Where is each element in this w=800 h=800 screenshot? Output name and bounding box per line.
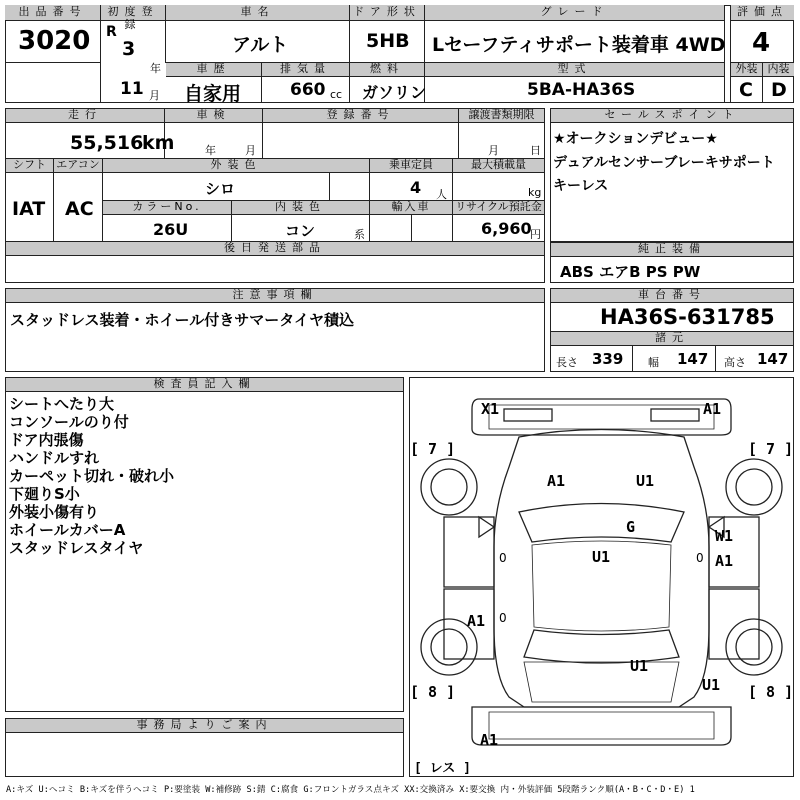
sales-line-2: デュアルセンサーブレーキサポート	[553, 155, 775, 171]
deadline-day-unit: 日	[530, 144, 541, 157]
later-parts-header: 後日発送部品	[6, 242, 544, 256]
mark-x1: X1	[481, 400, 500, 418]
score: 4	[752, 28, 771, 58]
mark-w1-right: W1	[715, 527, 734, 545]
mark-g-windshield: G	[626, 518, 636, 536]
ext-grade: C	[739, 79, 753, 101]
office-header: 事務局よりご案内	[6, 719, 403, 733]
notes-value: スタッドレス装着・ホイール付きサマータイヤ積込	[10, 311, 354, 329]
chassis-number: HA36S-631785	[600, 305, 775, 329]
bracket-rear-right: [ 8 ]	[748, 683, 794, 701]
equipment-header: 純正装備	[551, 243, 793, 257]
inspector-header: 検査員記入欄	[6, 378, 403, 392]
door-type: 5HB	[366, 30, 410, 52]
displacement-header: 排気量	[262, 63, 349, 77]
mileage: 55,516	[70, 132, 144, 154]
load-unit: kg	[528, 186, 542, 199]
interior-color: コン	[285, 222, 316, 240]
color: シロ	[205, 180, 236, 198]
shift-header: シフト	[6, 159, 53, 173]
import-header: 輸入車	[370, 201, 452, 215]
year-unit: 年	[150, 62, 161, 75]
inspector-line: 外装小傷有り	[9, 503, 100, 521]
mark-zero-right: 0	[696, 551, 704, 565]
displacement: 660	[290, 80, 326, 100]
recycle-unit: 円	[530, 228, 541, 241]
mileage-header: 走行	[6, 109, 164, 123]
equipment-value: ABS エアB PS PW	[560, 263, 701, 281]
bracket-front-left: [ 7 ]	[410, 440, 456, 458]
mark-u1-rear-right: U1	[702, 676, 721, 694]
lot-no-header: 出品番号	[5, 5, 100, 21]
color-header: 外装色	[103, 159, 369, 173]
inspector-notes	[9, 395, 174, 557]
inspection-header: 車検	[165, 109, 262, 123]
reg-month: 11	[120, 79, 144, 99]
mark-u1-rear: U1	[630, 657, 649, 675]
length: 339	[592, 350, 624, 368]
recycle-fee: 6,960	[481, 219, 532, 238]
deadline-header: 譲渡書類期限	[459, 109, 544, 123]
ext-header: 外装	[731, 63, 762, 77]
bracket-les: [ レス ]	[414, 761, 471, 776]
int-header: 内装	[763, 63, 794, 77]
sales-point-header: セールスポイント	[551, 109, 793, 123]
spec-header: 諸元	[551, 332, 793, 346]
first-reg-header: 初度登録	[101, 5, 165, 21]
inspector-line: カーペット切れ・破れ小	[9, 467, 175, 485]
mark-u1-hood: U1	[636, 472, 655, 490]
load-header: 最大積載量	[453, 159, 544, 173]
door-header: ドア形状	[350, 5, 424, 21]
mileage-unit: km	[142, 132, 175, 154]
inspector-line: スタッドレスタイヤ	[9, 539, 144, 557]
grade: Lセーフティサポート装着車 4WD	[432, 34, 726, 56]
mark-zero-left: 0	[499, 551, 507, 565]
mark-a1-front-right: A1	[703, 400, 722, 418]
model-header: 型式	[425, 63, 724, 77]
history-header: 車歴	[166, 63, 261, 77]
era: R	[106, 24, 117, 40]
ac-header: エアコン	[54, 159, 102, 173]
inspector-line: シートへたり大	[9, 395, 115, 413]
mark-a1-left-rear: A1	[467, 612, 486, 630]
width: 147	[677, 350, 709, 368]
grade-header: グレード	[425, 5, 724, 21]
capacity-header: 乗車定員	[370, 159, 452, 173]
inspector-line: ホイールカバーA	[9, 521, 126, 539]
fuel-header: 燃料	[350, 63, 424, 77]
car-name: アルト	[232, 34, 289, 56]
insp-month-unit: 月	[245, 144, 256, 157]
fuel: ガソリン	[362, 83, 427, 102]
inspector-line: 下廻りS小	[9, 485, 80, 503]
deadline-month-unit: 月	[488, 144, 499, 157]
mark-a1-hood: A1	[547, 472, 566, 490]
length-label: 長さ	[556, 356, 578, 369]
history: 自家用	[184, 83, 242, 105]
capacity-unit: 人	[436, 188, 447, 201]
width-label: 幅	[648, 356, 659, 369]
sales-line-3: キーレス	[553, 178, 609, 194]
score-header: 評価点	[731, 5, 794, 21]
car-name-header: 車名	[166, 5, 349, 21]
notes-header: 注意事項欄	[6, 289, 544, 303]
insp-year-unit: 年	[205, 144, 216, 157]
color-no: 26U	[153, 220, 189, 239]
regno-header: 登録番号	[263, 109, 458, 123]
sales-line-1: ★オークションデビュー★	[553, 131, 718, 147]
ac: AC	[65, 198, 94, 220]
capacity: 4	[410, 178, 422, 197]
recycle-header: リサイクル預託金	[453, 201, 544, 215]
bracket-rear-left: [ 8 ]	[410, 683, 456, 701]
inspector-line: コンソールのり付	[9, 413, 129, 431]
lot-number: 3020	[18, 26, 91, 56]
int-grade: D	[771, 79, 787, 101]
interior-unit: 系	[354, 228, 365, 241]
car-diagram	[409, 377, 794, 777]
chassis-header: 車台番号	[551, 289, 793, 303]
displacement-unit: cc	[330, 88, 343, 101]
inspector-line: ドア内張傷	[9, 431, 84, 449]
mark-a1-bumper: A1	[480, 731, 499, 749]
model: 5BA-HA36S	[527, 80, 636, 100]
shift: IAT	[12, 198, 46, 220]
height-label: 高さ	[724, 356, 746, 369]
legend: A:キズ U:ヘコミ B:キズを伴うヘコミ P:要塗装 W:補修跡 S:錆 C:腐食 G:フロントガラス点キズ XX:交換済み X:要交換 内・外装評価 5段階ランク順(A・B・C・D・E) 1	[6, 785, 695, 795]
height: 147	[757, 350, 789, 368]
inspector-line: ハンドルすれ	[9, 449, 100, 467]
color-no-header: カラーNo.	[103, 201, 231, 215]
interior-color-header: 内装色	[232, 201, 369, 215]
bracket-front-right: [ 7 ]	[748, 440, 794, 458]
mark-a1-right-door: A1	[715, 552, 734, 570]
reg-year: 3	[122, 38, 136, 60]
month-unit: 月	[149, 89, 160, 102]
mark-zero-left-rear: 0	[499, 611, 507, 625]
mark-u1-roof: U1	[592, 548, 611, 566]
